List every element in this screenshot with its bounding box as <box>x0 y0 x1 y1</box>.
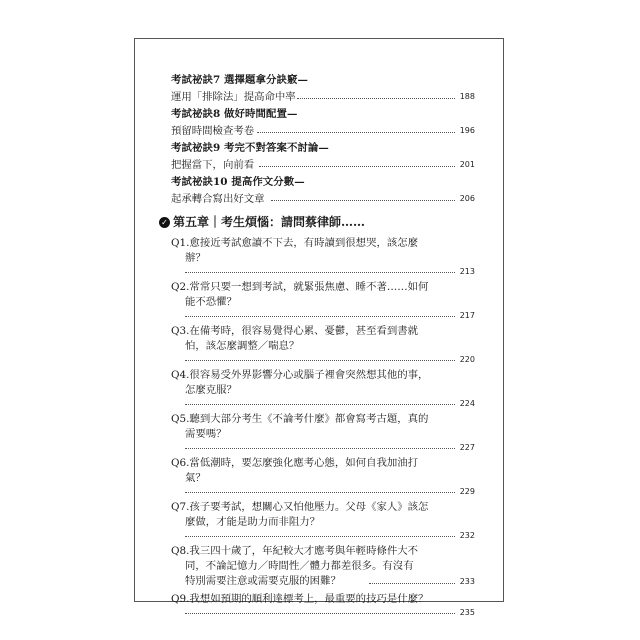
question-line: Q6.當低潮時，要怎麼強化應考心態，如何自我加油打 <box>171 457 419 469</box>
dot-leader <box>185 536 455 537</box>
page-number: 206 <box>459 194 475 203</box>
question-line: Q3.在備考時，很容易覺得心累、憂鬱，甚至看到書就 <box>171 325 419 337</box>
dot-leader <box>185 360 455 361</box>
page-number: 224 <box>459 399 475 408</box>
question-line: Q9.我想如預期的順利達標考上，最重要的技巧是什麼？ <box>171 593 429 605</box>
question-item <box>171 456 475 497</box>
page-number: 217 <box>459 311 475 320</box>
toc-entry <box>171 141 475 170</box>
dot-leader <box>297 98 455 99</box>
question-line: Q4.很容易受外界影響分心或腦子裡會突然想其他的事， <box>171 369 429 381</box>
page-number: 213 <box>459 267 475 276</box>
dot-leader <box>185 404 455 405</box>
dot-leader <box>257 132 455 133</box>
toc-entry <box>171 175 475 204</box>
dot-leader <box>185 492 455 493</box>
question-line: 怕，該怎麼調整／喘息？ <box>185 340 300 352</box>
entry-title: 考試祕訣10 提高作文分數— <box>171 176 305 188</box>
entry-subtitle: 預留時間檢查考卷 <box>171 125 255 137</box>
entry-subtitle: 把握當下，向前看 <box>171 159 255 171</box>
question-line: Q2.常常只要一想到考試，就緊張焦慮、睡不著……如何 <box>171 281 429 293</box>
entry-title: 考試祕訣7 選擇題拿分訣竅— <box>171 74 308 86</box>
page-number: 220 <box>459 355 475 364</box>
question-item <box>171 500 475 541</box>
question-line: Q7.孩子要考試，想關心又怕他壓力。父母《家人》該怎 <box>171 501 429 513</box>
page-number: 196 <box>459 126 475 135</box>
page-number: 232 <box>459 531 475 540</box>
table-of-contents <box>161 73 475 621</box>
page-number: 227 <box>459 443 475 452</box>
dot-leader <box>185 613 455 614</box>
question-line: 辦？ <box>185 252 206 264</box>
question-line: 能不恐懼？ <box>185 296 237 308</box>
question-line: 怎麼克服？ <box>185 384 237 396</box>
question-line: 需要嗎？ <box>185 428 227 440</box>
page-number: 201 <box>459 160 475 169</box>
dot-leader <box>185 272 455 273</box>
entry-subtitle: 起承轉合寫出好文章 <box>171 193 265 205</box>
question-item <box>171 324 475 365</box>
page-number: 229 <box>459 487 475 496</box>
entry-subtitle: 運用「排除法」提高命中率 <box>171 91 296 103</box>
dot-leader <box>259 166 455 167</box>
page-number: 188 <box>459 92 475 101</box>
page-number: 235 <box>459 608 475 617</box>
chapter-title: 第五章｜考生煩惱：請問蔡律師…… <box>173 215 366 229</box>
question-line: 氣？ <box>185 472 206 484</box>
question-line: 麼做，才能是助力而非阻力？ <box>185 516 321 528</box>
book-page <box>134 38 504 617</box>
entry-title: 考試祕訣9 考完不對答案不討論— <box>171 142 329 154</box>
question-line: Q5.聽到大部分考生《不論考什麼》都會寫考古題，真的 <box>171 413 429 425</box>
entry-title: 考試祕訣8 做好時間配置— <box>171 108 298 120</box>
question-line: Q1.愈接近考試愈讀不下去，有時讀到很想哭，該怎麼 <box>171 237 419 249</box>
toc-entry <box>171 107 475 136</box>
toc-entry <box>171 73 475 102</box>
page-number: 233 <box>459 577 475 586</box>
question-line: Q8.我三四十歲了，年紀較大才應考與年輕時條件大不 <box>171 545 419 557</box>
chapter-heading <box>159 214 475 230</box>
question-item <box>171 412 475 453</box>
dot-leader <box>369 583 455 584</box>
question-line: 特別需要注意或需要克服的困難？ <box>185 575 341 587</box>
question-item <box>171 592 475 618</box>
check-icon: ✓ <box>159 217 170 228</box>
question-item <box>171 280 475 321</box>
question-item <box>171 368 475 409</box>
dot-leader <box>185 316 455 317</box>
dot-leader <box>271 200 455 201</box>
question-line: 同，不論記憶力／時間性／體力都差很多。有沒有 <box>185 560 414 572</box>
question-item <box>171 236 475 277</box>
dot-leader <box>185 448 455 449</box>
question-item <box>171 544 475 589</box>
